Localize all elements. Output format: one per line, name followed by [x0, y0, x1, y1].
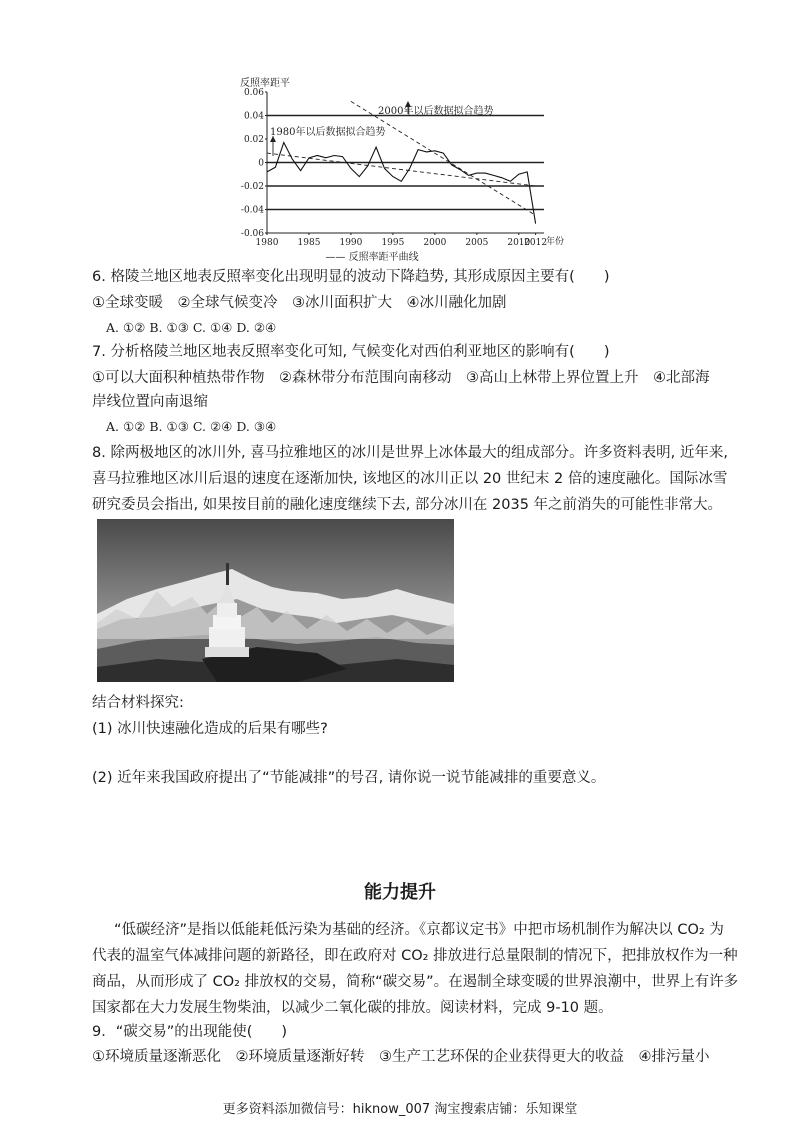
q8-line1: 8. 除两极地区的冰川外, 喜马拉雅地区的冰川是世界上冰体最大的组成部分。许多资料表明, 近年来, — [92, 445, 728, 461]
q6-items: ①全球变暖 ②全球气候变冷 ③冰川面积扩大 ④冰川融化加剧 — [92, 295, 507, 311]
q9-items: ①环境质量逐渐恶化 ②环境质量逐渐好转 ③生产工艺环保的企业获得更大的收益 ④排污量小 — [92, 1049, 710, 1065]
albedo-series-line — [267, 143, 536, 224]
section-para-line2: 代表的温室气体减排问题的新路径，即在政府对 CO₂ 排放进行总量限制的情况下，把排放权作为一种 — [92, 948, 738, 964]
page-footer: 更多资料添加微信号：hiknow_007 淘宝搜索店铺：乐知课堂 — [222, 1102, 578, 1117]
q8-line3: 研究委员会指出, 如果按目前的融化速度继续下去, 部分冰川在 2035 年之前消失的可能性非常大。 — [92, 497, 723, 513]
annotation-1980-trend: 1980年以后数据拟合趋势 — [270, 127, 386, 138]
y-tick-label: 0.04 — [243, 111, 264, 122]
annotation-2000-trend: 2000年以后数据拟合趋势 — [378, 106, 494, 117]
q7-items-line2: 岸线位置向南退缩 — [92, 394, 208, 410]
x-tick-label: 1995 — [381, 238, 405, 248]
x-tick-label: 2005 — [465, 238, 489, 248]
y-axis-label: 反照率距平 — [240, 78, 290, 89]
q8-sub2: (2) 近年来我国政府提出了“节能减排”的号召, 请你说一说节能减排的重要意义。 — [92, 770, 606, 786]
x-tick-label: 1990 — [339, 238, 363, 248]
y-tick-label: -0.02 — [240, 182, 264, 192]
x-tick-labels — [256, 233, 548, 248]
albedo-anomaly-chart — [232, 76, 572, 264]
x-tick-label: 1985 — [297, 238, 321, 248]
x-tick-label: 1980 — [255, 238, 279, 248]
section-para-line3: 商品，从而形成了 CO₂ 排放权的交易，简称“碳交易”。在遏制全球变暖的世界浪潮中，世界上有许多 — [92, 974, 739, 990]
y-tick-label: 0.02 — [243, 135, 264, 145]
trend-2000-line — [351, 101, 536, 215]
y-tick-label: -0.04 — [240, 205, 264, 216]
y-tick-label: 0 — [258, 158, 264, 169]
q7-choices: A. ①② B. ①③ C. ②④ D. ③④ — [106, 419, 277, 434]
x-tick-label: 2000 — [423, 238, 447, 248]
q8-line2: 喜马拉雅地区冰川后退的速度在逐渐加快, 该地区的冰川正以 20 世纪末 2 倍的速度融化。国际冰雪 — [92, 471, 728, 487]
himalaya-stupa-photo — [97, 519, 454, 682]
y-tick-label: 0.06 — [243, 88, 264, 98]
q6-choices: A. ①② B. ①③ C. ①④ D. ②④ — [106, 320, 277, 335]
legend-caption: —— 反照率距平曲线 — [325, 252, 419, 263]
q7-items-line1: ①可以大面积种植热带作物 ②森林带分布范围向南移动 ③高山上林带上界位置上升 ④北部海 — [92, 370, 710, 386]
q6-stem: 6. 格陵兰地区地表反照率变化出现明显的波动下降趋势, 其形成原因主要有( ) — [92, 269, 610, 285]
q8-sub1: (1) 冰川快速融化造成的后果有哪些? — [92, 721, 328, 737]
section-para-line1: “低碳经济”是指以低能耗低污染为基础的经济。《京都议定书》中把市场机制作为解决以 CO₂ 为 — [114, 922, 724, 938]
x-tick-label: 2010 — [507, 238, 531, 248]
section-para-line4: 国家都在大力发展生物柴油，以减少二氧化碳的排放。阅读材料，完成 9-10 题。 — [92, 1000, 613, 1016]
y-tick-labels — [241, 88, 267, 239]
y-tick-label: -0.06 — [240, 229, 264, 239]
q9-stem: 9．“碳交易”的出现能使( ) — [92, 1024, 288, 1040]
q8-prompt: 结合材料探究: — [92, 695, 184, 711]
x-tick-label: 2012 — [524, 238, 548, 248]
section-title: 能力提升 — [364, 882, 436, 903]
x-axis-unit: 年份 — [546, 237, 565, 247]
q7-stem: 7. 分析格陵兰地区地表反照率变化可知, 气候变化对西伯利亚地区的影响有( ) — [92, 344, 610, 360]
